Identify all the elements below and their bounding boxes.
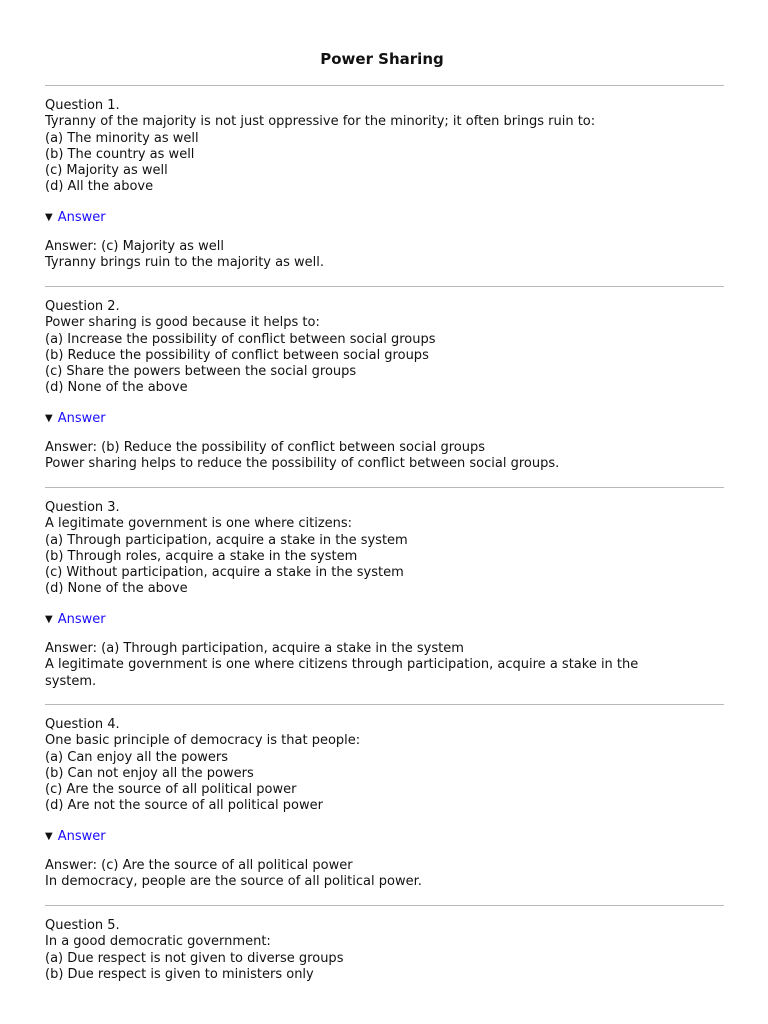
question-number: Question 5. [45, 918, 120, 933]
answer-toggle-label[interactable]: Answer [57, 612, 106, 627]
question-text: In a good democratic government: [45, 934, 271, 950]
option-a: (a) Due respect is not given to diverse groups [45, 950, 344, 966]
answer-toggle-1[interactable] [45, 210, 106, 226]
question-text: A legitimate government is one where citizens: [45, 516, 353, 532]
divider [45, 286, 724, 287]
option-c: (c) Majority as well [45, 163, 168, 179]
option-b: (b) The country as well [45, 146, 195, 162]
option-a: (a) Through participation, acquire a stake in the system [45, 532, 408, 548]
triangle-down-icon: ▼ [45, 413, 53, 424]
option-d: (d) Are not the source of all political power [45, 798, 323, 814]
question-2 [45, 299, 724, 397]
divider [45, 704, 724, 705]
question-number: Question 2. [45, 299, 120, 314]
answer-text: Answer: (c) Majority as well [45, 239, 224, 254]
answer-toggle-3[interactable] [45, 612, 106, 628]
answer-text: Answer: (c) Are the source of all political power [45, 858, 353, 873]
option-c: (c) Share the powers between the social groups [45, 364, 357, 380]
answer-1 [45, 239, 724, 272]
triangle-down-icon: ▼ [45, 614, 53, 625]
answer-toggle-label[interactable]: Answer [57, 829, 106, 844]
answer-toggle-4[interactable] [45, 829, 106, 845]
option-a: (a) The minority as well [45, 130, 199, 146]
divider [45, 487, 724, 488]
answer-toggle-label[interactable]: Answer [57, 210, 106, 225]
answer-explanation: A legitimate government is one where citizens through participation, acquire a stake in the system. [45, 657, 639, 689]
option-a: (a) Can enjoy all the powers [45, 749, 229, 765]
divider [45, 85, 724, 86]
question-text: Power sharing is good because it helps to: [45, 315, 320, 331]
question-text: One basic principle of democracy is that people: [45, 733, 361, 749]
answer-3 [45, 641, 685, 690]
option-b: (b) Due respect is given to ministers only [45, 966, 314, 982]
question-number: Question 3. [45, 500, 120, 515]
question-number: Question 4. [45, 717, 120, 732]
answer-explanation: Power sharing helps to reduce the possibility of conflict between social groups. [45, 456, 560, 472]
option-b: (b) Through roles, acquire a stake in the system [45, 548, 358, 564]
question-5 [45, 918, 724, 983]
answer-2 [45, 440, 724, 473]
question-text: Tyranny of the majority is not just oppressive for the minority; it often brings ruin to: [45, 114, 596, 130]
page-title: Power Sharing [320, 50, 444, 68]
option-c: (c) Without participation, acquire a stake in the system [45, 565, 404, 581]
question-4 [45, 717, 724, 815]
divider [45, 905, 724, 906]
answer-explanation: Tyranny brings ruin to the majority as well. [45, 255, 324, 271]
option-b: (b) Reduce the possibility of conflict between social groups [45, 347, 429, 363]
question-3 [45, 500, 724, 598]
answer-explanation: In democracy, people are the source of all political power. [45, 874, 422, 890]
option-a: (a) Increase the possibility of conflict between social groups [45, 331, 436, 347]
answer-4 [45, 858, 724, 891]
option-d: (d) None of the above [45, 380, 188, 396]
triangle-down-icon: ▼ [45, 212, 53, 223]
answer-text: Answer: (a) Through participation, acquire a stake in the system [45, 641, 464, 656]
question-1 [45, 98, 724, 196]
answer-toggle-label[interactable]: Answer [57, 411, 106, 426]
question-number: Question 1. [45, 98, 120, 113]
option-d: (d) None of the above [45, 581, 188, 597]
answer-toggle-2[interactable] [45, 411, 106, 427]
answer-text: Answer: (b) Reduce the possibility of conflict between social groups [45, 440, 486, 455]
option-d: (d) All the above [45, 179, 154, 195]
option-b: (b) Can not enjoy all the powers [45, 765, 254, 781]
triangle-down-icon: ▼ [45, 831, 53, 842]
option-c: (c) Are the source of all political power [45, 782, 297, 798]
